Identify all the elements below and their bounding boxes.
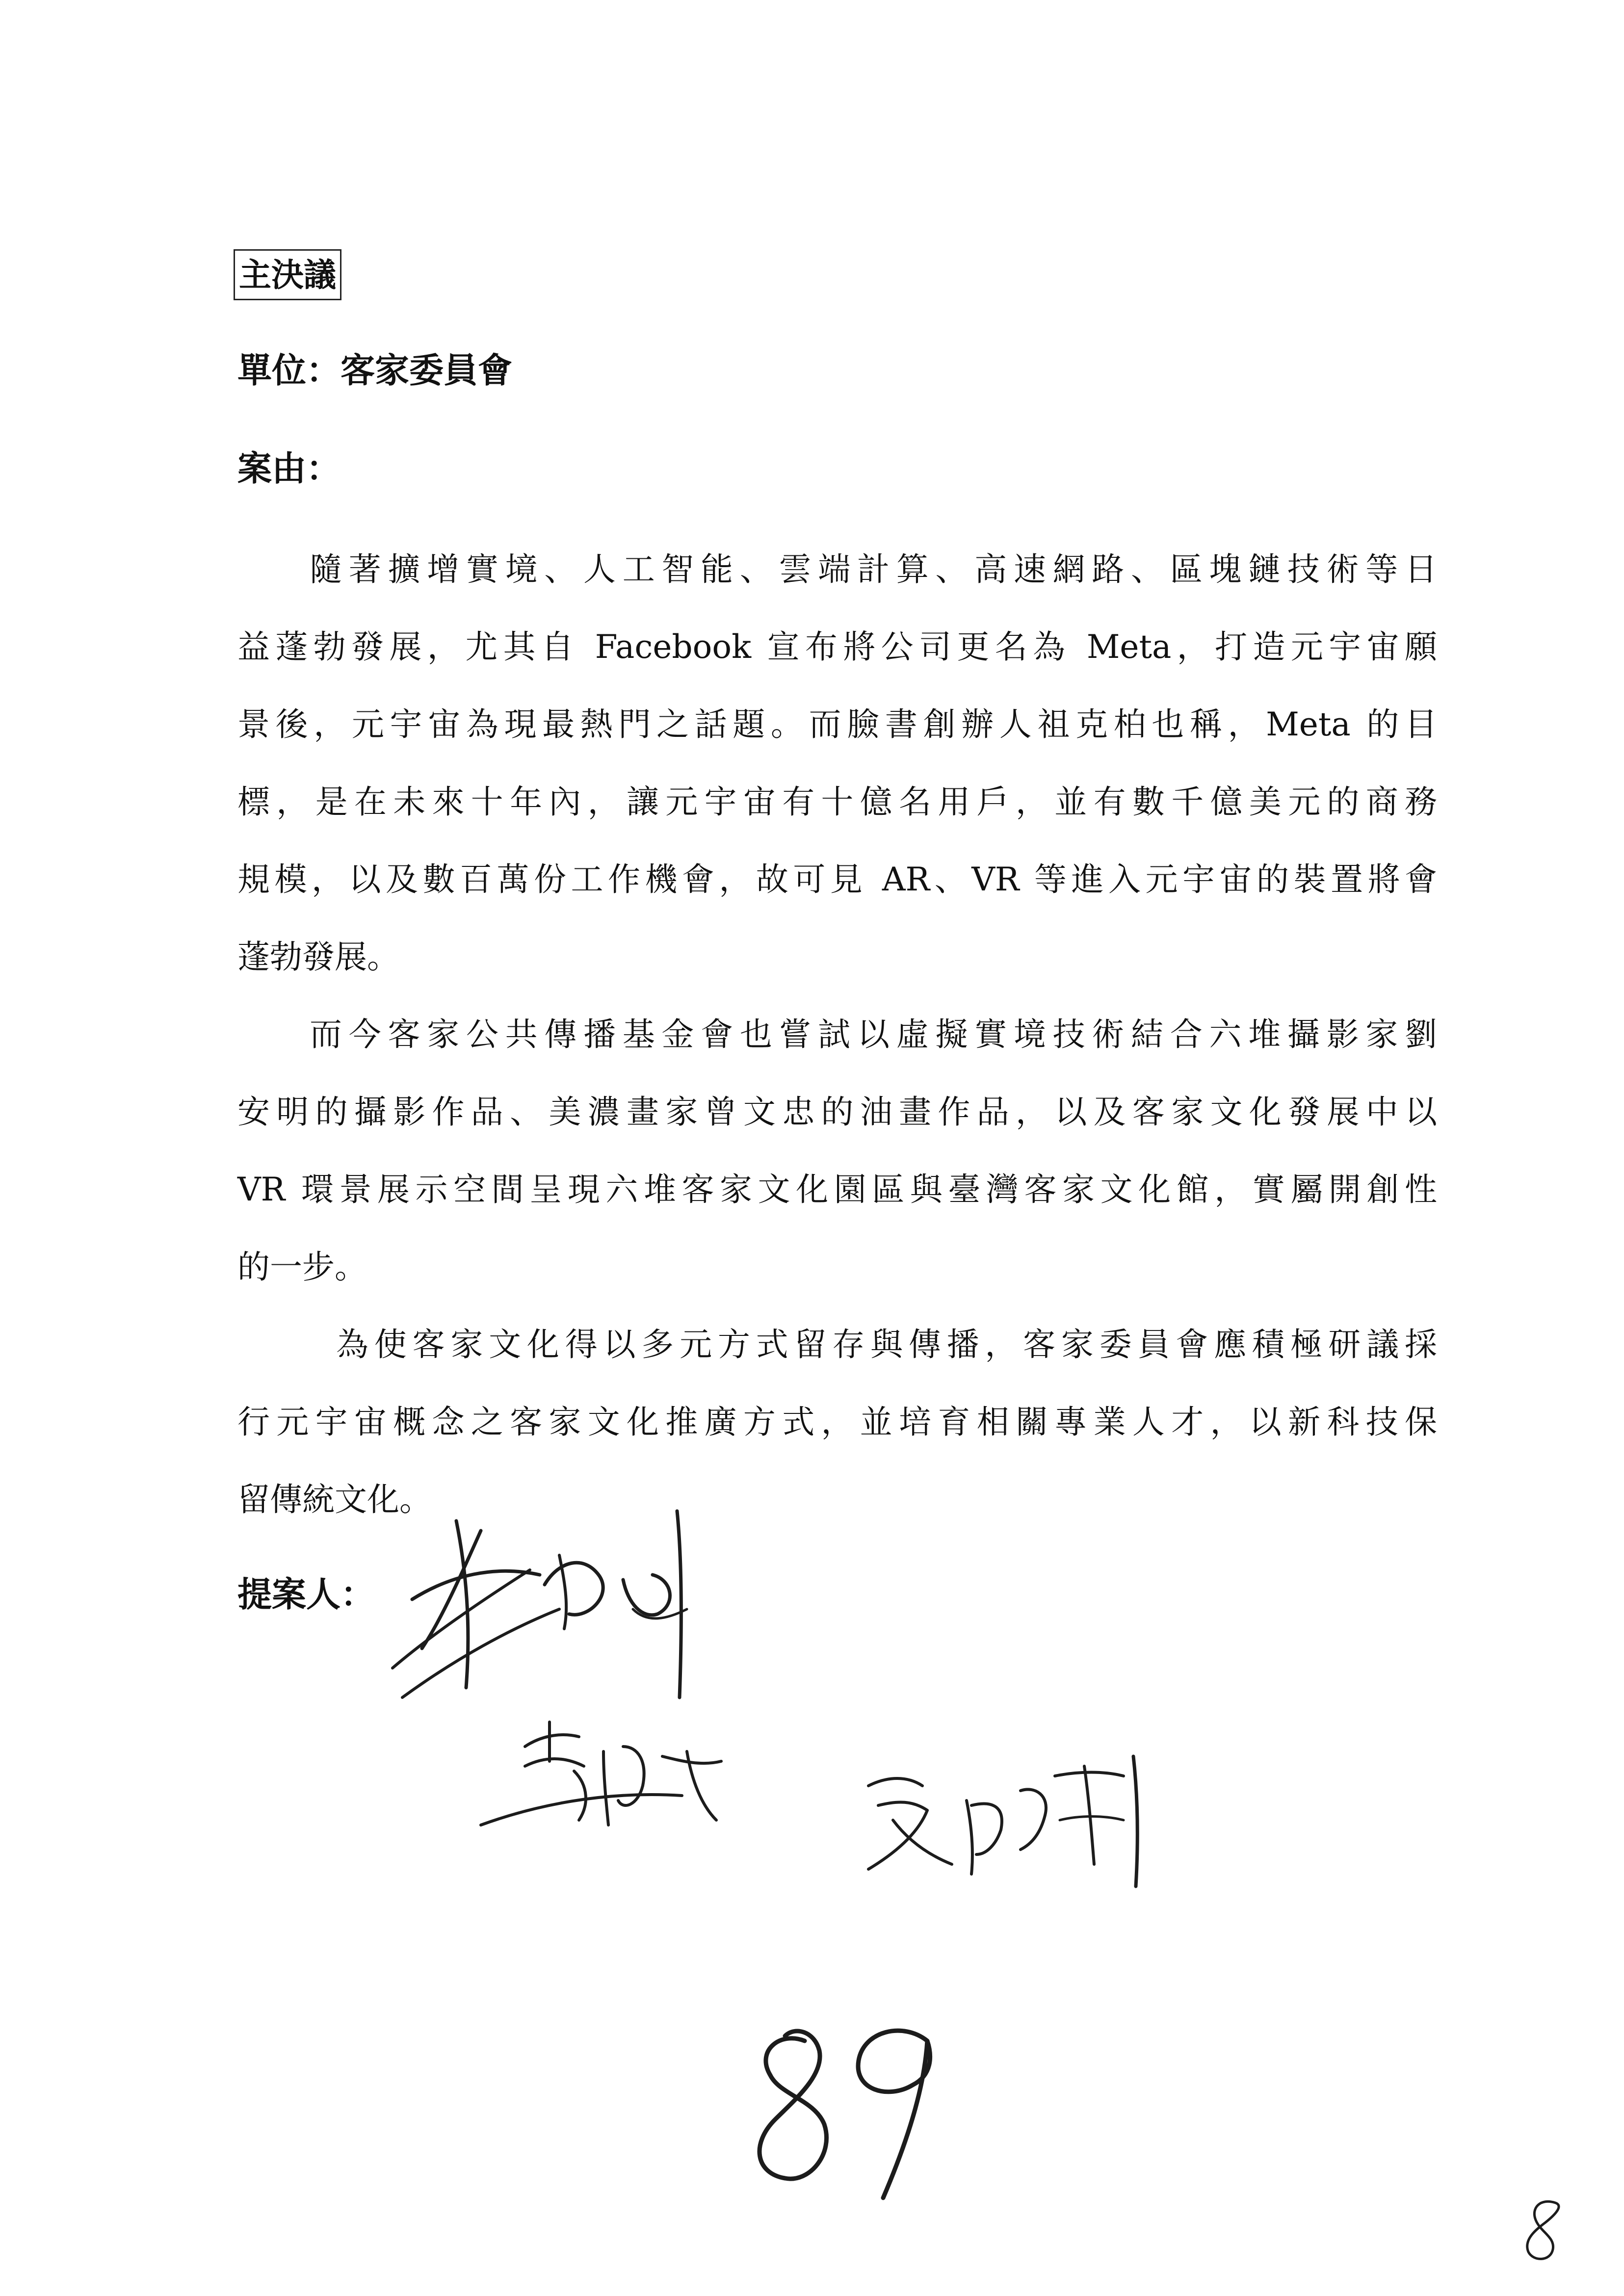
signature-1 [383, 1501, 736, 1707]
signature-3 [849, 1747, 1153, 1889]
unit-line: 單位：客家委員會 [237, 350, 512, 391]
resolution-label: 主決議 [234, 249, 341, 300]
paragraph-line: 行元宇宙概念之客家文化推廣方式，並培育相關專業人才，以新科技保 [237, 1403, 1437, 1441]
paragraph-line: 安明的攝影作品、美濃畫家曾文忠的油畫作品，以及客家文化發展中以 [237, 1093, 1437, 1131]
paragraph-line: 規模，以及數百萬份工作機會，故可見 AR、VR 等進入元宇宙的裝置將會 [237, 861, 1437, 898]
signature-2 [476, 1707, 770, 1845]
handwritten-page-number [736, 2002, 952, 2208]
paragraph-line: 而今客家公共傳播基金會也嘗試以虛擬實境技術結合六堆攝影家劉 [310, 1016, 1437, 1053]
paragraph-line: 的一步。 [237, 1248, 367, 1286]
case-heading: 案由： [237, 448, 341, 489]
paragraph-line: 蓬勃發展。 [237, 938, 399, 976]
proposer-label: 提案人： [237, 1574, 375, 1615]
handwritten-corner-mark [1516, 2193, 1570, 2267]
paragraph-line: 隨著擴增實境、人工智能、雲端計算、高速網路、區塊鏈技術等日 [310, 550, 1437, 588]
paragraph-line: 標，是在未來十年內，讓元宇宙有十億名用戶，並有數千億美元的商務 [237, 783, 1437, 821]
paragraph-line: 留傳統文化。 [237, 1481, 432, 1518]
paragraph-line: VR 環景展示空間呈現六堆客家文化園區與臺灣客家文化館，實屬開創性 [237, 1171, 1437, 1208]
paragraph-line: 益蓬勃發展，尤其自 Facebook 宣布將公司更名為 Meta，打造元宇宙願 [237, 628, 1437, 666]
paragraph-line: 為使客家文化得以多元方式留存與傳播，客家委員會應積極研議採 [336, 1326, 1437, 1363]
paragraph-line: 景後，元宇宙為現最熱門之話題。而臉書創辦人祖克柏也稱，Meta 的目 [237, 705, 1437, 743]
